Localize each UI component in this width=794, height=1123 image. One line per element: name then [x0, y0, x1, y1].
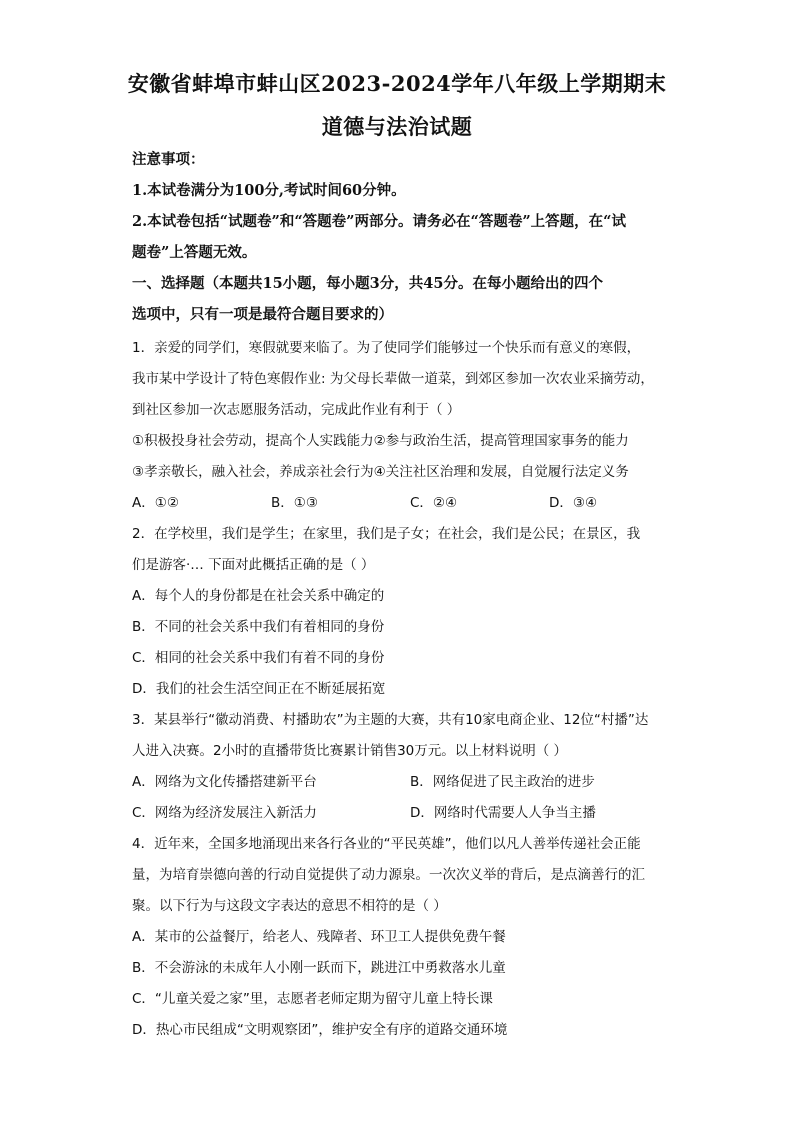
q4-stem-line3: 聚。以下行为与这段文字表达的意思不相符的是（ ）: [132, 898, 447, 914]
q3-stem-line2: 人进入决赛。2小时的直播带货比赛累计销售30万元。以上材料说明（ ）: [132, 743, 568, 759]
q2-option-d: D．我们的社会生活空间正在不断延展拓宽: [132, 681, 386, 697]
q2-option-a: A．每个人的身份都是在社会关系中确定的: [132, 588, 385, 604]
q1-statements-line2: ③孝亲敬长，融入社会，养成亲社会行为④关注社区治理和发展，自觉履行法定义务: [132, 464, 629, 480]
exam-title-line2: 道德与法治试题: [321, 114, 473, 139]
q1-option-b: B．①③: [271, 495, 318, 511]
q3-option-a: A．网络为文化传播搭建新平台: [132, 774, 317, 790]
q3-stem-line1: 3．某县举行“徽动消费、村播助农”为主题的大赛，共有10家电商企业、12位“村播”达: [132, 712, 649, 728]
q1-statements-line1: ①积极投身社会劳动，提高个人实践能力②参与政治生活，提高管理国家事务的能力: [132, 433, 629, 449]
q1-stem-line3: 到社区参加一次志愿服务活动，完成此作业有利于（ ）: [132, 402, 461, 418]
q1-option-c: C．②④: [410, 495, 458, 511]
q1-option-d: D．③④: [549, 495, 598, 511]
q2-option-c: C．相同的社会关系中我们有着不同的身份: [132, 650, 385, 666]
q1-stem-line1: 1．亲爱的同学们，寒假就要来临了。为了使同学们能够过一个快乐而有意义的寒假，: [132, 340, 641, 356]
notice-item-1: 1.本试卷满分为100分,考试时间60分钟。: [132, 182, 406, 199]
q3-option-d: D．网络时代需要人人争当主播: [410, 805, 596, 821]
notice-item-2-line1: 2.本试卷包括“试题卷”和“答题卷”两部分。请务必在“答题卷”上答题，在“试: [132, 213, 627, 230]
notice-heading: 注意事项：: [132, 151, 205, 168]
q2-stem-line1: 2．在学校里，我们是学生；在家里，我们是子女；在社会，我们是公民；在景区，我: [132, 526, 641, 542]
q2-stem-line2: 们是游客·… 下面对此概括正确的是（ ）: [132, 557, 375, 573]
q4-option-c: C．“儿童关爱之家”里，志愿者老师定期为留守儿童上特长课: [132, 991, 493, 1007]
q1-option-a: A．①②: [132, 495, 179, 511]
q1-stem-line2: 我市某中学设计了特色寒假作业: 为父母长辈做一道菜，到郊区参加一次农业采摘劳动，: [132, 371, 654, 387]
q4-option-b: B．不会游泳的未成年人小刚一跃而下，跳进江中勇救落水儿童: [132, 960, 506, 976]
q4-option-d: D．热心市民组成“文明观察团”，维护安全有序的道路交通环境: [132, 1022, 508, 1038]
q2-option-b: B．不同的社会关系中我们有着相同的身份: [132, 619, 385, 635]
section-heading-line1: 一、选择题（本题共15小题，每小题3分，共45分。在每小题给出的四个: [132, 275, 603, 292]
notice-item-2-line2: 题卷”上答题无效。: [132, 244, 257, 261]
section-heading-line2: 选项中，只有一项是最符合题目要求的）: [132, 306, 393, 323]
q4-stem-line1: 4．近年来，全国多地涌现出来各行各业的“平民英雄”，他们以凡人善举传递社会正能: [132, 836, 641, 852]
q4-option-a: A．某市的公益餐厅，给老人、残障者、环卫工人提供免费午餐: [132, 929, 506, 945]
q3-option-b: B．网络促进了民主政治的进步: [410, 774, 595, 790]
q4-stem-line2: 量，为培育崇德向善的行动自觉提供了动力源泉。一次次义举的背后，是点滴善行的汇: [132, 867, 645, 883]
q3-option-c: C．网络为经济发展注入新活力: [132, 805, 317, 821]
exam-title-line1: 安徽省蚌埠市蚌山区2023-2024学年八年级上学期期末: [127, 71, 667, 96]
